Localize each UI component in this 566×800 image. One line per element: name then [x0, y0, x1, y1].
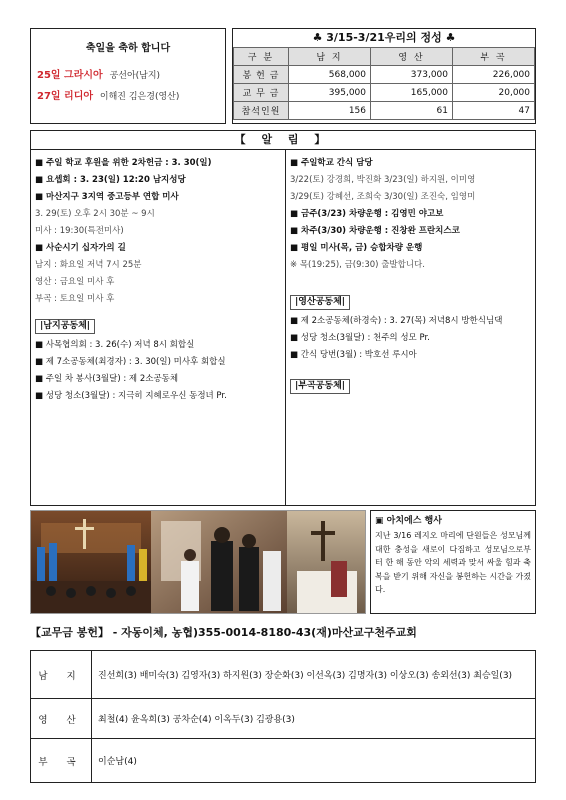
offering-row [234, 66, 535, 84]
notice-item: ■ 성당 청소(3월달) : 지극히 지혜로우신 동정녀 Pr. [35, 391, 227, 401]
notice-item: ■ 주일 차 봉사(3월달) : 제 2소공동체 [35, 374, 179, 384]
offering-cell: 47 [453, 102, 535, 120]
offering-col-header: 남 지 [289, 48, 371, 66]
feast-day-row [37, 87, 179, 102]
notice-item: ■ 주일 학교 후원을 위한 2차헌금 : 3. 30(일) [35, 158, 212, 168]
offering-row [234, 102, 535, 120]
feast-day-names: 공선아(남지) [109, 71, 161, 81]
feast-day-date: 27일 리디아 [37, 91, 94, 102]
notice-detail: 3/29(토) 강혜선, 조희숙 3/30(일) 조진숙, 임영미 [290, 192, 476, 202]
event-photo [30, 510, 366, 614]
notice-item: ■ 차주(3/30) 차량운행 : 진창완 프란치스코 [290, 226, 460, 236]
notice-detail: 영산 : 금요일 미사 후 [35, 277, 115, 287]
offering-cell: 568,000 [289, 66, 371, 84]
notice-detail: 남지 : 화요일 저녁 7시 25분 [35, 260, 142, 270]
section-heading-bugok: |부곡공동체| [290, 379, 350, 394]
offering-row-label: 교 무 금 [234, 84, 289, 102]
offering-row [234, 84, 535, 102]
feast-day-row [37, 66, 160, 81]
notice-title: 【 알 림 】 [31, 131, 535, 150]
notice-detail: 3. 29(토) 오후 2시 30분 ~ 9시 [35, 209, 155, 219]
donors-row-label: 부 곡 [31, 739, 92, 783]
notice-detail: 3/22(토) 강경희, 박진화 3/23(일) 하지원, 이미영 [290, 175, 476, 185]
notice-item: ■ 제 7소공동체(최경자) : 3. 30(일) 미사후 회합실 [35, 357, 226, 367]
section-heading-yeongsan: |영산공동체| [290, 295, 350, 310]
notice-left-column [35, 155, 281, 405]
notice-item: ■ 사목협의회 : 3. 26(수) 저녁 8시 회합실 [35, 340, 195, 350]
event-story-body: 지난 3/16 레지오 마리에 단원들은 성모님께 대한 충성을 새로이 다짐하고 성모님으로부터 한 해 동안 악의 세력과 맞서 싸울 힘과 축복을 받기 위해 자신을 봉헌하는 시간을 가졌다. [375, 531, 531, 594]
notice-divider [285, 149, 286, 505]
donors-row-label: 남 지 [31, 651, 92, 699]
event-photo-image [31, 511, 366, 614]
notice-detail: 미사 : 19:30(특전미사) [35, 226, 124, 236]
donors-row [31, 651, 536, 699]
notice-item: ■ 금주(3/23) 차량운행 : 김영민 야고보 [290, 209, 444, 219]
donors-names: 이순남(4) [92, 739, 536, 783]
feast-day-title: 축일을 축하 합니다 [85, 43, 171, 54]
donors-table [30, 650, 536, 783]
notice-item: ■ 주일학교 간식 담당 [290, 158, 373, 168]
donors-row [31, 699, 536, 739]
donors-names: 최철(4) 윤옥희(3) 공차순(4) 이옥두(3) 김광용(3) [92, 699, 536, 739]
notice-item: ■ 간식 당번(3월) : 박호선 루시아 [290, 350, 417, 360]
notice-item: ■ 제 2소공동체(하경숙) : 3. 27(목) 저녁8시 방한식님댁 [290, 316, 503, 326]
notice-item: ■ 사순시기 십자가의 길 [35, 243, 126, 253]
event-story-title: ▣ 아치에스 행사 [375, 516, 442, 526]
offering-cell: 373,000 [371, 66, 453, 84]
offering-cell: 61 [371, 102, 453, 120]
offering-cell: 20,000 [453, 84, 535, 102]
notice-detail: ※ 목(19:25), 금(9:30) 출발합니다. [290, 260, 425, 270]
offering-col-header: 영 산 [371, 48, 453, 66]
feast-day-box [30, 28, 226, 124]
offering-header-row [234, 48, 535, 66]
notice-box [30, 130, 536, 506]
notice-item: ■ 성당 청소(3월달) : 천주의 성모 Pr. [290, 333, 430, 343]
offering-summary [232, 28, 536, 124]
offering-cell: 156 [289, 102, 371, 120]
offering-cell: 165,000 [371, 84, 453, 102]
offering-row-label: 봉 헌 금 [234, 66, 289, 84]
offering-col-header: 구 분 [234, 48, 289, 66]
notice-item: ■ 요셉회 : 3. 23(일) 12:20 남지성당 [35, 175, 186, 185]
notice-right-column [290, 155, 532, 397]
notice-item: ■ 평일 미사(목, 금) 승합차량 운행 [290, 243, 423, 253]
donors-row [31, 739, 536, 783]
offering-cell: 395,000 [289, 84, 371, 102]
event-story-box [370, 510, 536, 614]
feast-day-names: 이해진 김은경(영산) [99, 92, 180, 102]
donors-names: 진선희(3) 배미숙(3) 김영자(3) 하지원(3) 장순화(3) 이선옥(3) 김명자(3) 이상오(3) 송외선(3) 최승일(3) [92, 651, 536, 699]
tithe-account-info: 【교무금 봉헌】 - 자동이체, 농협)355-0014-8180-43(재)마산교구천주교회 [30, 626, 417, 639]
notice-item: ■ 마산지구 3지역 중고등부 연합 미사 [35, 192, 179, 202]
notice-detail: 부곡 : 토요일 미사 후 [35, 294, 115, 304]
section-heading-namji: |남지공동체| [35, 319, 95, 334]
offering-title: ♣ 3/15-3/21우리의 정성 ♣ [312, 31, 456, 44]
offering-col-header: 부 곡 [453, 48, 535, 66]
offering-table [233, 47, 535, 120]
offering-cell: 226,000 [453, 66, 535, 84]
offering-row-label: 참석인원 [234, 102, 289, 120]
feast-day-date: 25일 그라시아 [37, 70, 103, 81]
donors-row-label: 영 산 [31, 699, 92, 739]
